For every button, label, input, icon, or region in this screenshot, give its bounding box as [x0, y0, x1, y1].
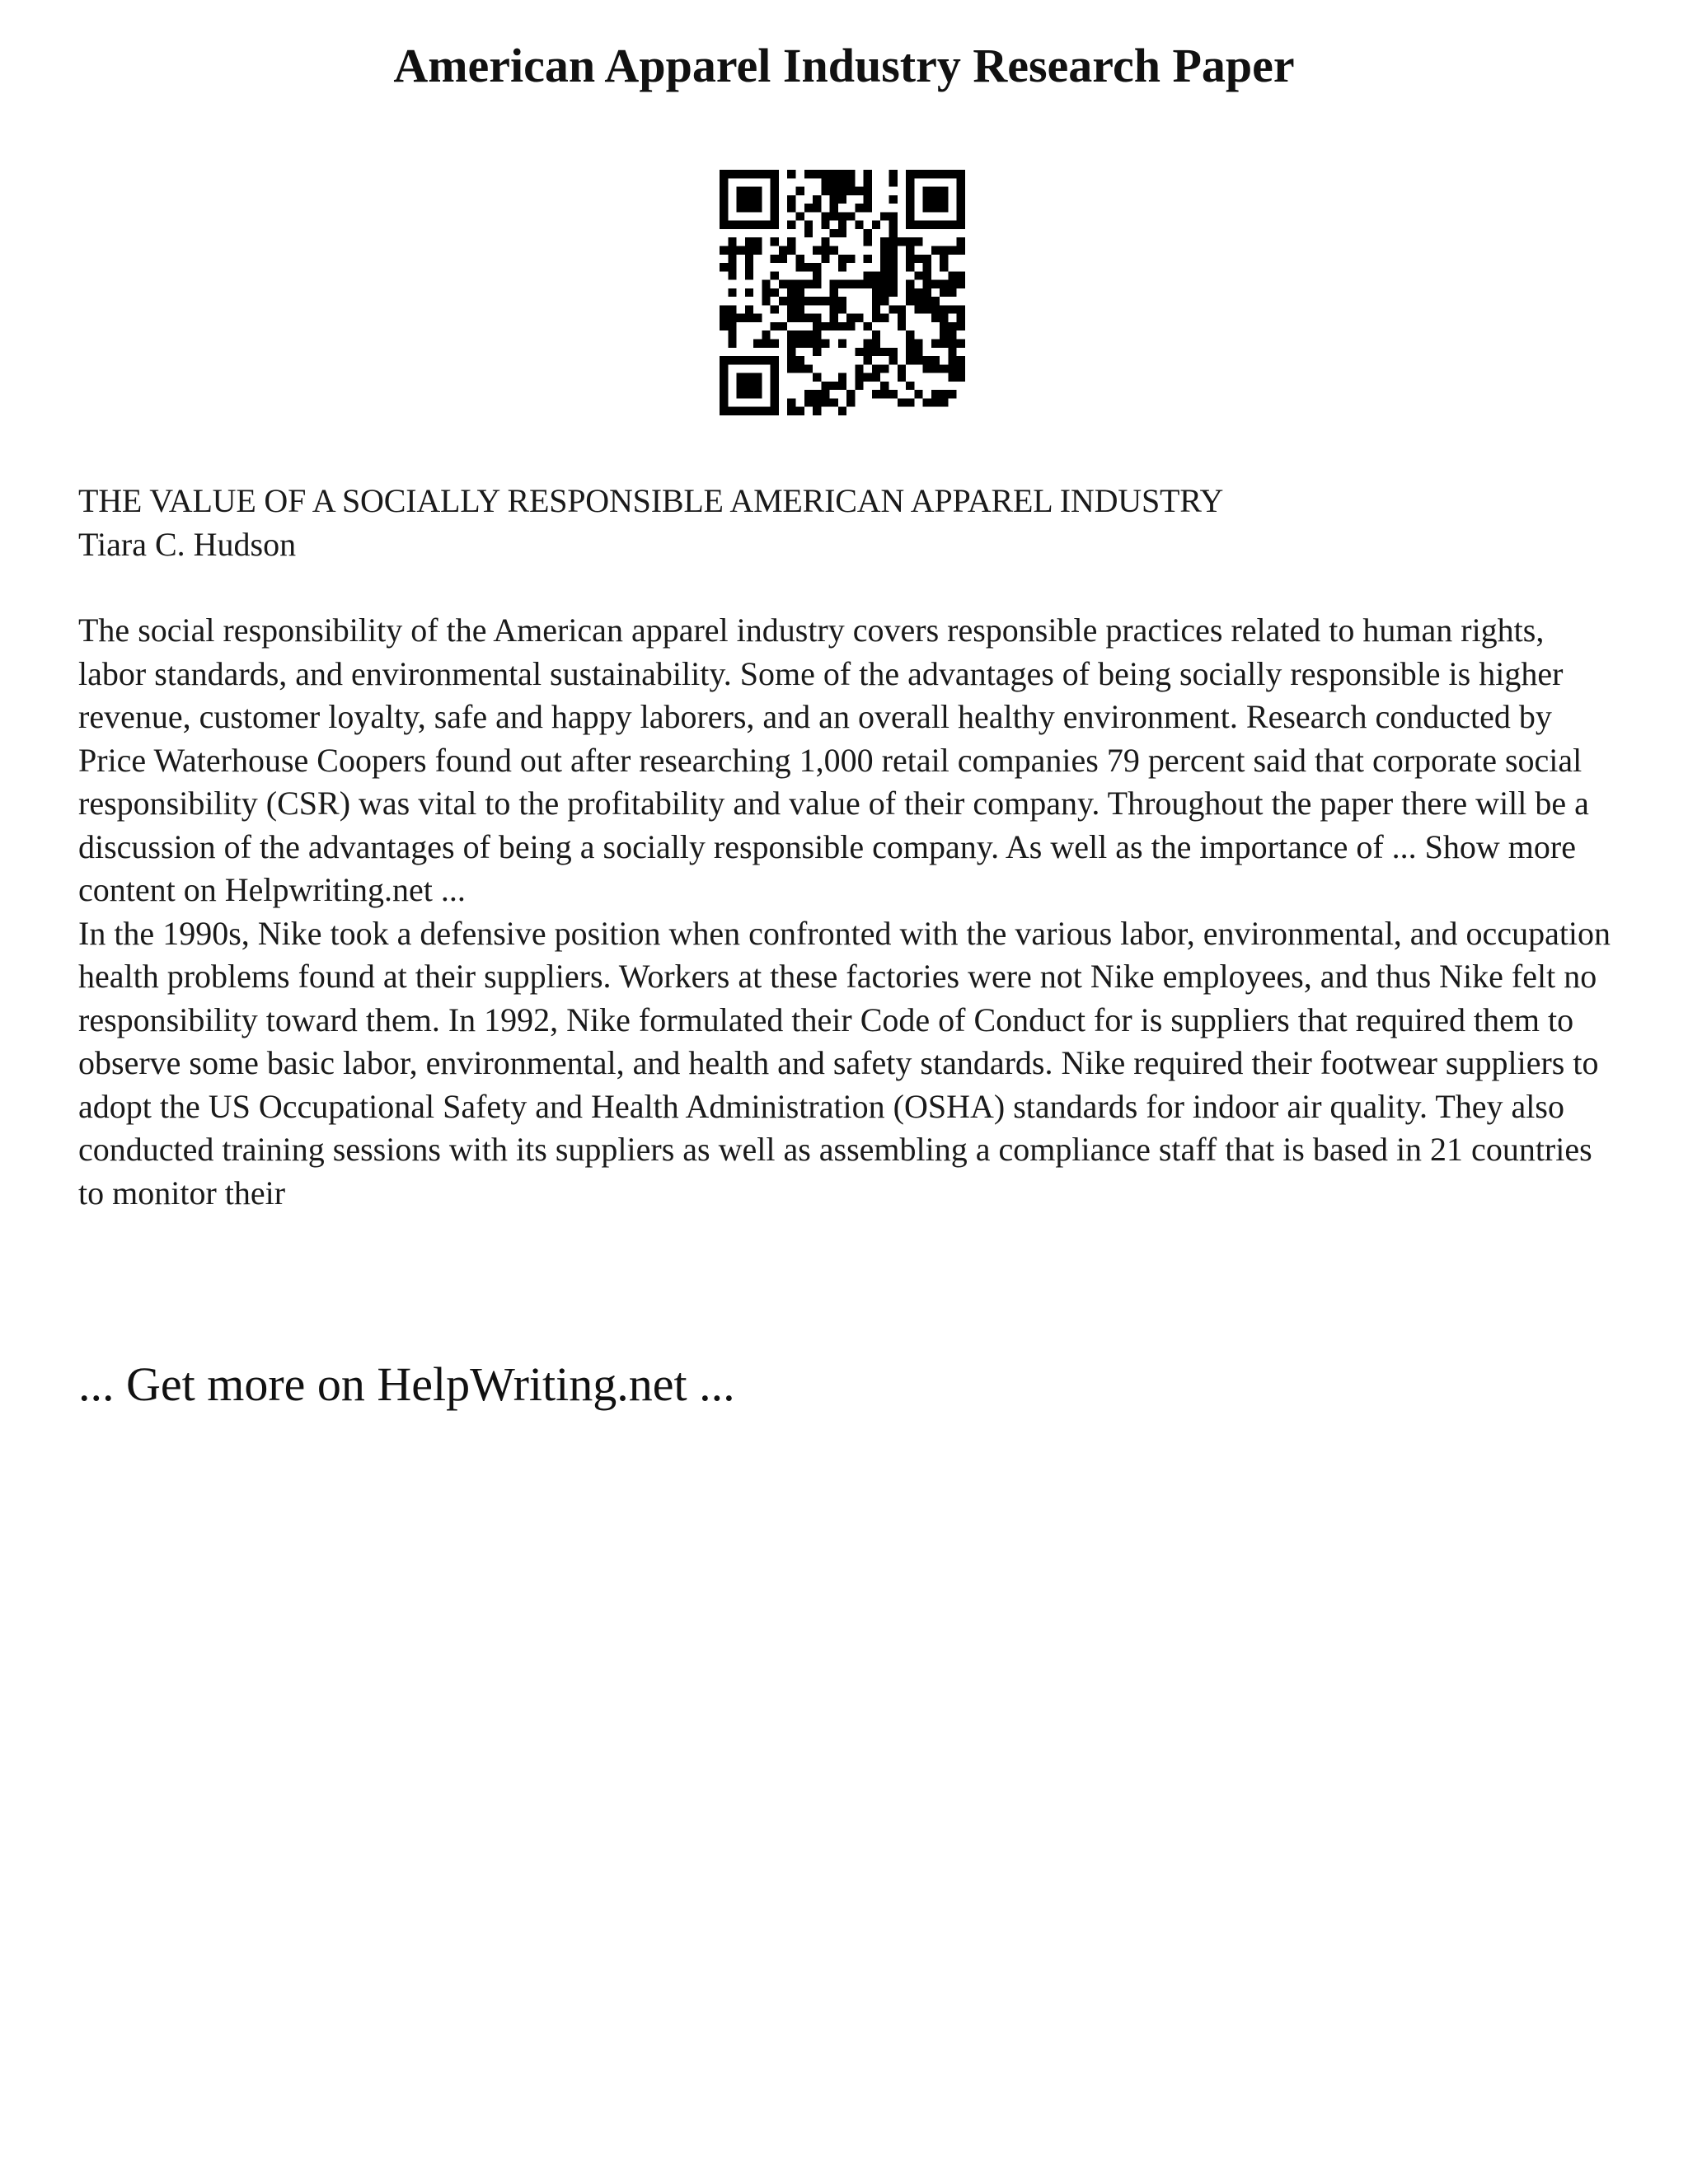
body-paragraph: In the 1990s, Nike took a defensive position when confronted with the various labor, environmental, and occupation health problems found at their suppliers. Workers at these factories were not Nike employees, and thus Nike felt no responsibility toward them. In 1992, Nike formulated their Code of Conduct for is suppliers that required them to observe some basic labor, environmental, and health and safety standards. Nike required their footwear suppliers to adopt the US Occupational Safety and Health Administration (OSHA) standards for indoor air quality. They also conducted training sessions with its suppliers as well as assembling a compliance staff that is based in 21 countries to monitor their — [78, 914, 1611, 1212]
page-title: American Apparel Industry Research Paper — [393, 39, 1295, 92]
author-name: Tiara C. Hudson — [78, 525, 297, 563]
paragraph-gap — [78, 566, 1620, 609]
get-more-link[interactable]: ... Get more on HelpWriting.net ... — [78, 1357, 735, 1411]
essay-title: THE VALUE OF A SOCIALLY RESPONSIBLE AMERICAN APPAREL INDUSTRY — [78, 482, 1224, 519]
document-body — [78, 480, 1620, 1215]
qr-code-icon — [720, 170, 965, 415]
body-paragraph: The social responsibility of the American apparel industry covers responsible practices related to human rights, labor standards, and environmental sustainability. Some of the advantages of being socially responsible is higher revenue, customer loyalty, safe and happy laborers, and an overall healthy environment. Research conducted by Price Waterhouse Coopers found out after researching 1,000 retail companies 79 percent said that corporate social responsibility (CSR) was vital to the profitability and value of their company. Throughout the paper there will be a discussion of the advantages of being a socially responsible company. As well as the importance of ... Show more content on Helpwriting.net ... — [78, 612, 1589, 908]
